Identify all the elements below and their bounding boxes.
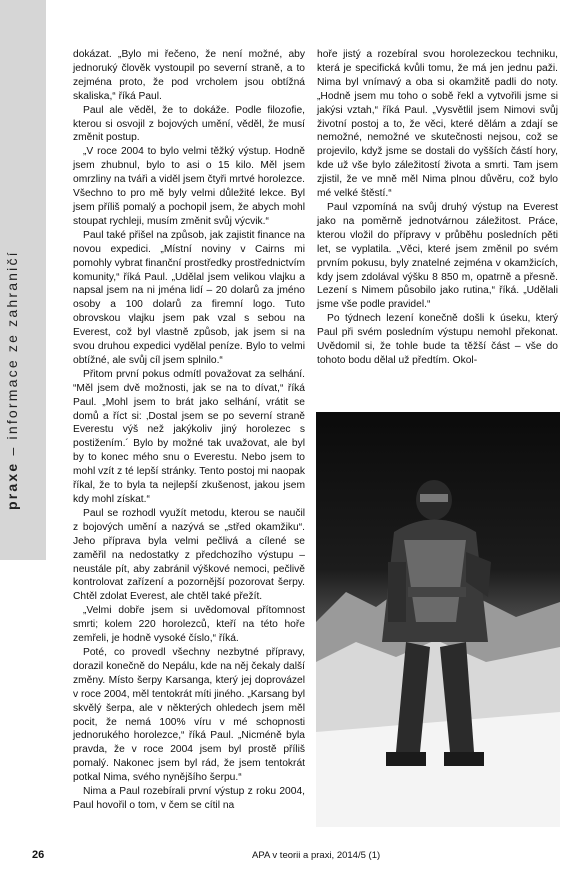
- paragraph: Paul vzpomíná na svůj druhý výstup na Everest jako na poměrně jednotvárnou záležitost. Práce, kterou vložil do přípravy v průběhu posledních pěti let, se vyplatila. „Věci, které jsem změnil po svém prvním pokusu, byly znatelné zejména v okamžicích, kdy jsem zdolával výšku 8 850 m, opatrně a přesně. Lezení s Nimem působilo jako rutina,“ říká. „Udělali jsme vše podle pravidel.“: [317, 201, 558, 311]
- text-column-left: [73, 48, 305, 813]
- paragraph: „V roce 2004 to bylo velmi těžký výstup. Hodně jsem zhubnul, bylo to asi o 15 kilo. Měl jsem omrzliny na tváři a viděl jsem čtyři mrtvé horolezce. Všechno to pro mě byly velmi důležité lekce. Byl jsem příliš pomalý a pochopil jsem, že abych mohl stoupat rychleji, musím změnit svůj výcvik.“: [73, 146, 305, 227]
- paragraph: „Velmi dobře jsem si uvědomoval přítomnost smrti; kolem 220 horolezců, kteří na této hoře zemřeli, je hodně vysoké číslo,“ říká.: [73, 605, 305, 645]
- paragraph: Přitom první pokus odmítl považovat za selhání. “Měl jsem dvě možnosti, jak se na to dívat,“ říká Paul. „Mohl jsem to brát jako selhání, vrátit se domů a říct si: ‚Dostal jsem se po severní straně Everestu výš než jakýkoliv jiný horolezec s postižením.´ Bylo by možné tak uvažovat, ale byl by to konec mého snu o Everestu. Nebo jsem to mohl vzít z té lepší stránky. Tento postoj mi naopak říkal, že to byla ta nejlepší zkušenost, jakou jsem kdy mohl získat.“: [73, 368, 305, 505]
- paragraph: Nima a Paul rozebírali první výstup z roku 2004, Paul hovořil o tom, v čem se cítil na: [73, 786, 305, 811]
- climber-photo: [316, 412, 560, 827]
- paragraph: hoře jistý a rozebíral svou horolezeckou techniku, která je specifická kvůli tomu, že má jen jednu paži. Nima byl vnímavý a oba si okamžitě padli do noty. „Hodně jsem mu toho o sobě řekl a vytvořili jsme si jakýsi vztah,“ říká Paul. „Vysvětlil jsem Nimovi svůj životní postoj a to, že věci, které dělám a zdají se nemožné, nemožné ve skutečnosti nejsou, což se projevilo, když jsme se dostali do vyšších částí hory, kde už vše bylo záležitostí života a smrti. Tam jsem zjistil, že ve mně měl Nima plnou důvěru, což bylo mé velké štěstí.“: [317, 49, 558, 200]
- paragraph: Poté, co provedl všechny nezbytné přípravy, dorazil konečně do Nepálu, kde na něj čekaly další změny. Místo šerpy Karsanga, který jej doprovázel v roce 2004, měl tentokrát míti jiného. „Karsang byl skvělý šerpa, ale v některých ohledech jsem měl pocit, že nemá 100% víru v mé schopnosti jednorukého horolezce,“ říká Paul. „Nicméně byla pravda, že v roce 2004 jsem byl prostě příliš pomalý. Nakonec jsem byl rád, že jsem tentokrát potkal Nima, svého nynějšího šerpu.“: [73, 646, 305, 784]
- section-sidebar: [0, 0, 46, 560]
- section-separator: –: [4, 439, 20, 462]
- paragraph: Paul ale věděl, že to dokáže. Podle filozofie, kterou si osvojil z bojových umění, věděl, že musí změnit postup.: [73, 104, 305, 144]
- section-label: [4, 10, 20, 510]
- paragraph: Po týdnech lezení konečně došli k úseku, který Paul při svém posledním výstupu nemohl překonat. Uvědomil si, že tohle bude ta těžší část – vše do tohoto bodu dělal už předtím. Okol-: [317, 313, 558, 366]
- section-subtitle: informace ze zahraničí: [4, 250, 20, 440]
- paragraph: dokázat. „Bylo mi řečeno, že není možné, aby jednoruký člověk vystoupil po severní straně, a to zejména proto, že pod vrcholem jsou obtížná skaliska,“ říká Paul.: [73, 49, 305, 102]
- paragraph: Paul také přišel na způsob, jak zajistit finance na novou expedici. „Místní noviny v Cairns mi pomohly vybrat finanční prostředky prostřednictvím komunity,“ říká Paul. „Udělal jsem velikou vlajku a napsal jsem na ni jména lidí – 20 dolarů za jméno osoby a 100 dolarů za firemní logo. Tuto obrovskou vlajku jsem pak vzal s sebou na Everest, což byl vlastně způsob, jak jsem si na svou druhou expedici vydělal peníze. Bylo to velmi obtížné, ale svůj cíl jsem splnilo.“: [73, 229, 305, 366]
- journal-citation: APA v teorii a praxi, 2014/5 (1): [252, 850, 381, 861]
- paragraph: Paul se rozhodl využít metodu, kterou se naučil z bojových umění a nazývá se „střed okamžiku“. Jeho příprava byla velmi pečlivá a cílené se zaměřil na nedostatky z předchozího výstupu – neustále pít, aby zabránil výškové nemoci, pečlivě kontrolovat zařízení a pozornější pozorovat šerpy. Chtěl zdolat Everest, ale chtěl také přežít.: [73, 507, 305, 603]
- text-column-right: [317, 48, 558, 368]
- section-name: praxe: [4, 461, 20, 510]
- page-number: 26: [32, 849, 45, 861]
- climber-photo-illustration: [316, 412, 560, 827]
